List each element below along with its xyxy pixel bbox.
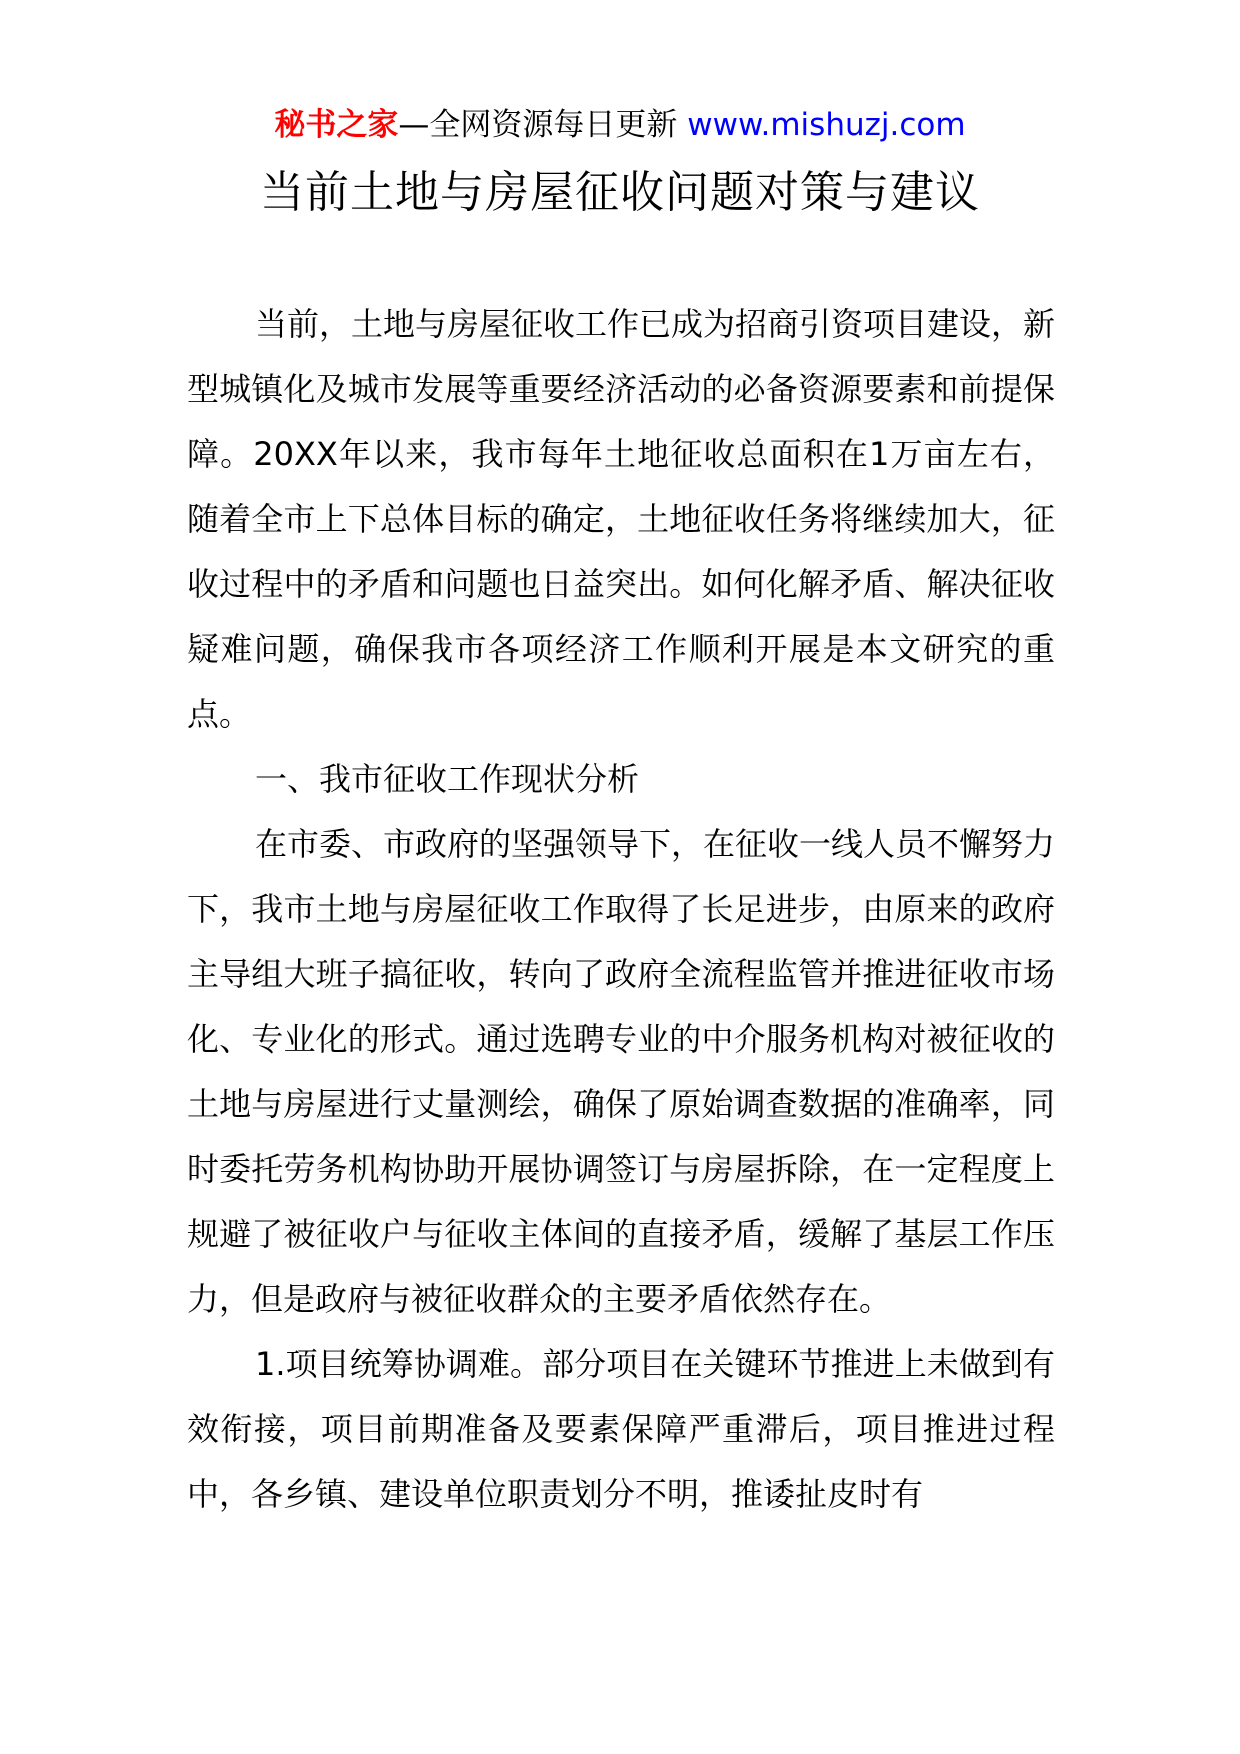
- site-url-link[interactable]: www.mishuzj.com: [687, 107, 966, 143]
- header-slogan: —全网资源每日更新: [398, 107, 678, 143]
- site-header: [0, 98, 1240, 152]
- section-heading: 一、我市征收工作现状分析: [255, 760, 640, 798]
- paragraph-intro: 当前，土地与房屋征收工作已成为招商引资项目建设，新型城镇化及城市发展等重要经济活动的必备资源要素和前提保障。20XX年以来，我市每年土地征收总面积在1万亩左右，随着全市上下总体目标的确定，土地征收任务将继续加大，征收过程中的矛盾和问题也日益突出。如何化解矛盾、解决征收疑难问题，确保我市各项经济工作顺利开展是本文研究的重点。: [187, 305, 1056, 733]
- paragraph-status: 在市委、市政府的坚强领导下，在征收一线人员不懈努力下，我市土地与房屋征收工作取得了长足进步，由原来的政府主导组大班子搞征收，转向了政府全流程监管并推进征收市场化、专业化的形式。通过选聘专业的中介服务机构对被征收的土地与房屋进行丈量测绘，确保了原始调查数据的准确率，同时委托劳务机构协助开展协调签订与房屋拆除，在一定程度上规避了被征收户与征收主体间的直接矛盾，缓解了基层工作压力，但是政府与被征收群众的主要矛盾依然存在。: [187, 825, 1056, 1318]
- paragraph-point-1: 1.项目统筹协调难。部分项目在关键环节推进上未做到有效衔接，项目前期准备及要素保障严重滞后，项目推进过程中，各乡镇、建设单位职责划分不明，推诿扯皮时有: [187, 1345, 1055, 1513]
- document-body: [187, 292, 1055, 1527]
- document-title: 当前土地与房屋征收问题对策与建议: [260, 167, 980, 218]
- brand-name: 秘书之家: [274, 107, 399, 143]
